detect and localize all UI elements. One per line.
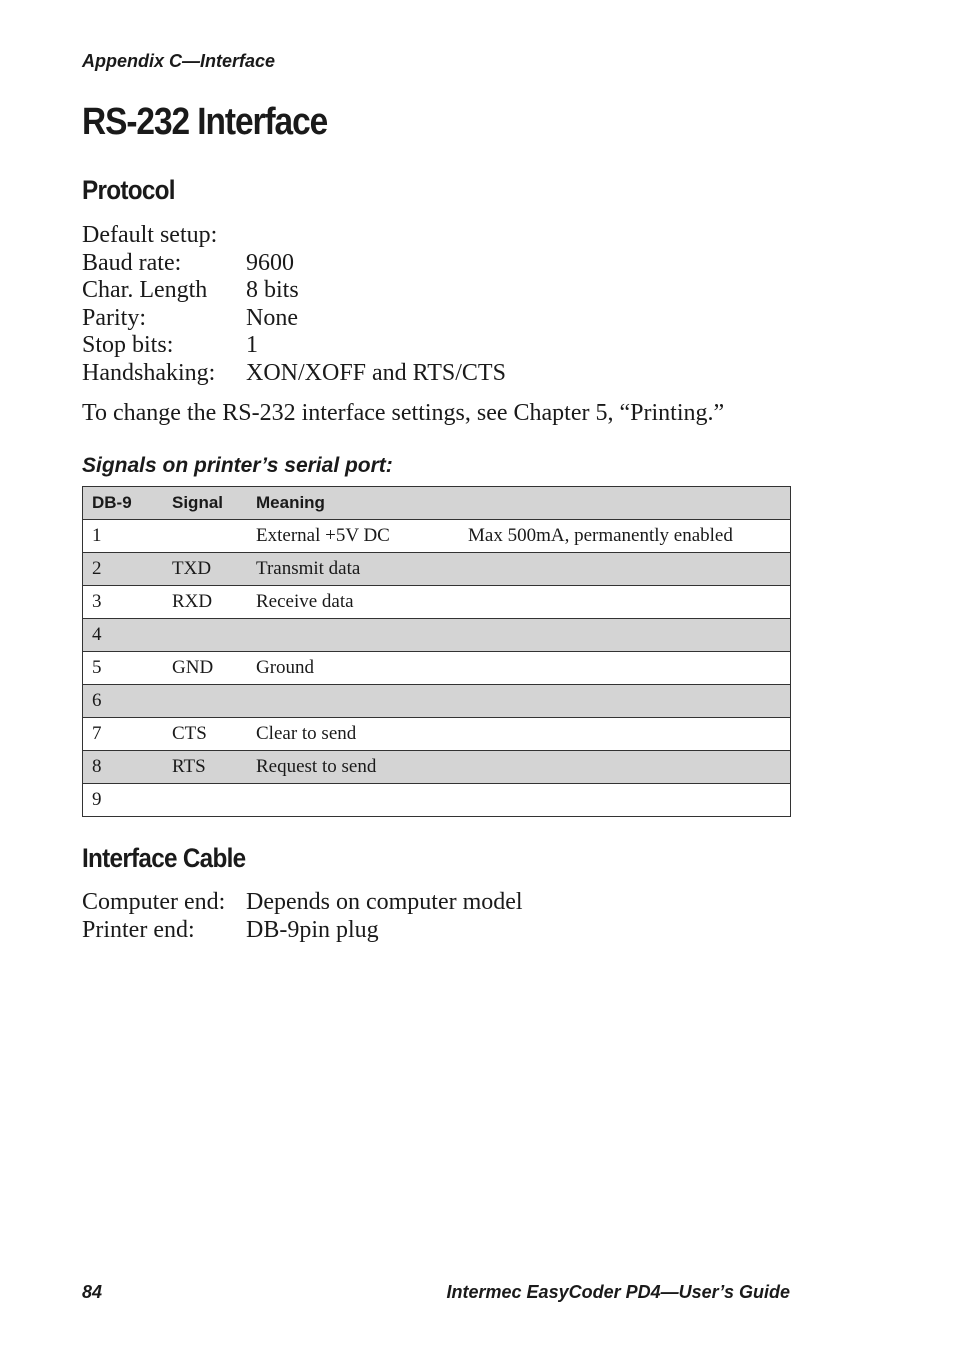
table-row [83,784,791,817]
signal-cell [163,784,247,817]
pin-cell: 8 [83,751,164,784]
pin-cell: 5 [83,652,164,685]
protocol-settings [82,222,506,387]
signal-cell [163,520,247,553]
setting-parity [82,305,506,333]
setting-value: XON/XOFF and RTS/CTS [246,359,506,386]
table-row [83,586,791,619]
setting-baud-rate [82,250,506,278]
signal-cell: CTS [163,718,247,751]
pin-cell: 3 [83,586,164,619]
page-number: 84 [82,1282,103,1302]
table-header-row [83,487,791,520]
default-setup-label: Default setup: [82,222,218,248]
pin-cell: 6 [83,685,164,718]
setting-label: Char. Length [82,277,208,303]
signal-cell: RXD [163,586,247,619]
setting-value: 1 [246,332,258,358]
meaning-cell: Transmit data [247,553,459,586]
setting-char-length [82,277,506,305]
meaning-cell: Clear to send [247,718,459,751]
running-head: Appendix C—Interface [82,51,276,71]
table-row [83,553,791,586]
signal-cell [163,685,247,718]
cable-details [82,889,523,944]
note-cell [459,718,791,751]
setting-handshaking [82,360,506,388]
note-cell [459,619,791,652]
cable-printer-end [82,917,523,945]
header-db9: DB-9 [83,487,164,520]
cable-value: Depends on computer model [246,889,523,915]
table-caption: Signals on printer’s serial port: [82,454,393,477]
cable-label: Printer end: [82,916,195,943]
note-cell [459,685,791,718]
meaning-cell [247,685,459,718]
table-row [83,718,791,751]
cable-computer-end [82,889,523,917]
protocol-heading: Protocol [82,175,175,205]
cable-label: Computer end: [82,889,226,915]
note-cell [459,652,791,685]
table-row [83,685,791,718]
table-row [83,619,791,652]
footer-book-title: Intermec EasyCoder PD4—User’s Guide [446,1282,790,1302]
meaning-cell: Receive data [247,586,459,619]
table-row [83,520,791,553]
meaning-cell: Request to send [247,751,459,784]
table-row [83,652,791,685]
default-setup-line [82,222,506,250]
setting-label: Baud rate: [82,249,182,276]
setting-stop-bits [82,332,506,360]
pin-cell: 2 [83,553,164,586]
settings-note: To change the RS-232 interface settings, see Chapter 5, “Printing.” [82,400,725,426]
header-notes [459,487,791,520]
pin-cell: 4 [83,619,164,652]
note-cell [459,586,791,619]
meaning-cell: External +5V DC [247,520,459,553]
note-cell [459,751,791,784]
pin-cell: 9 [83,784,164,817]
setting-label: Stop bits: [82,332,174,358]
note-cell [459,784,791,817]
setting-value: None [246,304,298,331]
note-cell [459,553,791,586]
note-cell: Max 500mA, permanently enabled [459,520,791,553]
table-row [83,751,791,784]
page-title: RS-232 Interface [82,101,328,143]
pin-cell: 1 [83,520,164,553]
meaning-cell: Ground [247,652,459,685]
header-meaning: Meaning [247,487,459,520]
setting-label: Parity: [82,304,146,331]
signal-cell: RTS [163,751,247,784]
header-signal: Signal [163,487,247,520]
meaning-cell [247,619,459,652]
setting-value: 8 bits [246,277,299,303]
signals-table [82,486,791,817]
signal-cell: GND [163,652,247,685]
meaning-cell [247,784,459,817]
signal-cell [163,619,247,652]
cable-value: DB-9pin plug [246,916,379,943]
pin-cell: 7 [83,718,164,751]
interface-cable-heading: Interface Cable [82,843,246,873]
signal-cell: TXD [163,553,247,586]
setting-label: Handshaking: [82,359,216,386]
setting-value: 9600 [246,249,294,276]
